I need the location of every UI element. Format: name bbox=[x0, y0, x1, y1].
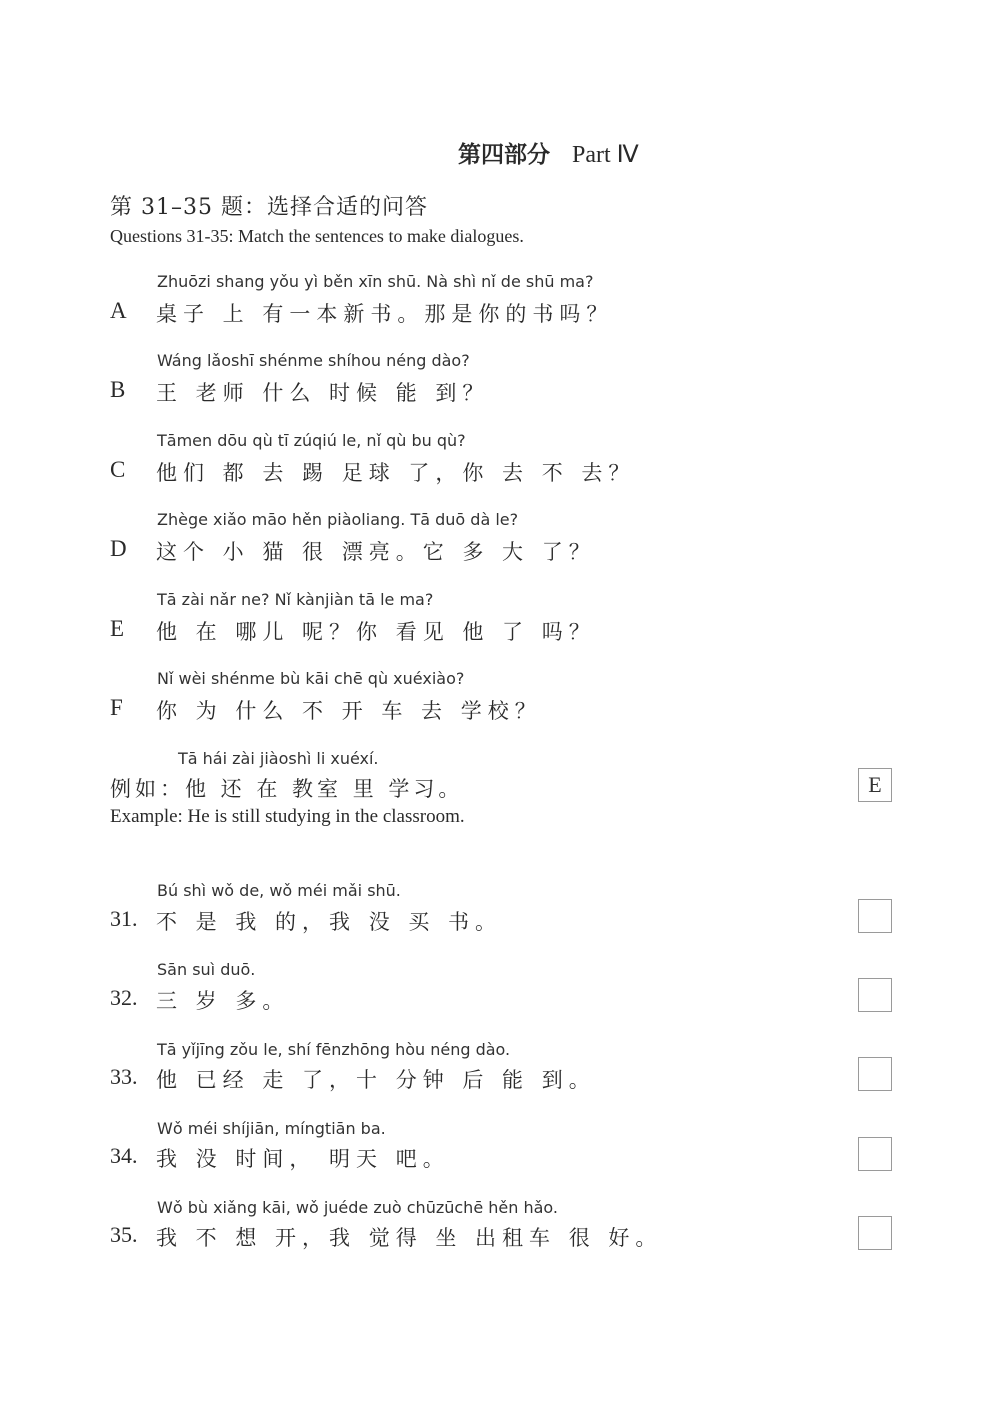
question-pinyin: Wǒ bù xiǎng kāi, wǒ juéde zuò chūzūchē hěn hǎo. bbox=[157, 1198, 558, 1217]
option-letter: D bbox=[110, 536, 127, 561]
option-pinyin: Tāmen dōu qù tī zúqiú le, nǐ qù bu qù? bbox=[157, 431, 466, 450]
answer-box[interactable] bbox=[858, 1137, 892, 1171]
question-pinyin: Tā yǐjīng zǒu le, shí fēnzhōng hòu néng dào. bbox=[157, 1040, 511, 1059]
question-pinyin: Sān suì duō. bbox=[157, 960, 256, 979]
question-number: 35. bbox=[110, 1222, 138, 1247]
answer-box[interactable] bbox=[858, 1057, 892, 1091]
option-pinyin: Wáng lǎoshī shénme shíhou néng dào? bbox=[157, 351, 470, 370]
question-hanzi: 我 不 想 开，我 觉得 坐 出租车 很 好。 bbox=[156, 1226, 663, 1250]
option-hanzi: 他 在 哪儿 呢？你 看见 他 了 吗？ bbox=[156, 620, 596, 644]
part-title-zh: 第四部分 bbox=[458, 141, 550, 168]
option-letter: F bbox=[110, 695, 123, 720]
question-number: 33. bbox=[110, 1064, 138, 1089]
option-pinyin: Tā zài nǎr ne? Nǐ kànjiàn tā le ma? bbox=[157, 590, 434, 609]
answer-box[interactable] bbox=[858, 978, 892, 1012]
option-hanzi: 桌子 上 有一本新书。那是你的书吗？ bbox=[156, 302, 614, 326]
question-hanzi: 三 岁 多。 bbox=[156, 989, 290, 1013]
option-hanzi: 王 老师 什么 时候 能 到？ bbox=[156, 381, 490, 405]
option-hanzi: 他们 都 去 踢 足球 了，你 去 不 去？ bbox=[156, 461, 636, 485]
question-pinyin: Wǒ méi shíjiān, míngtiān ba. bbox=[157, 1119, 386, 1138]
option-letter: C bbox=[110, 457, 126, 482]
example-en: Example: He is still studying in the classroom. bbox=[110, 806, 465, 827]
question-number: 32. bbox=[110, 985, 138, 1010]
option-hanzi: 你 为 什么 不 开 车 去 学校？ bbox=[156, 699, 542, 723]
answer-box[interactable] bbox=[858, 1216, 892, 1250]
question-hanzi: 他 已经 走 了，十 分钟 后 能 到。 bbox=[156, 1068, 596, 1092]
question-pinyin: Bú shì wǒ de, wǒ méi mǎi shū. bbox=[157, 881, 401, 900]
question-number: 34. bbox=[110, 1143, 138, 1168]
example-answer-box: E bbox=[858, 768, 892, 802]
part-title bbox=[458, 136, 639, 169]
option-letter: E bbox=[110, 616, 125, 641]
option-letter: A bbox=[110, 298, 127, 323]
answer-box[interactable] bbox=[858, 899, 892, 933]
option-letter: B bbox=[110, 377, 126, 402]
option-pinyin: Zhuōzi shang yǒu yì běn xīn shū. Nà shì nǐ de shū ma? bbox=[157, 272, 594, 291]
option-pinyin: Nǐ wèi shénme bù kāi chē qù xuéxiào? bbox=[157, 669, 465, 688]
example-hanzi: 例如：他 还 在 教室 里 学习。 bbox=[110, 777, 464, 801]
question-hanzi: 不 是 我 的，我 没 买 书。 bbox=[156, 910, 503, 934]
example-pinyin: Tā hái zài jiàoshì li xuéxí. bbox=[178, 749, 379, 768]
part-title-en: Part Ⅳ bbox=[572, 142, 639, 168]
instructions-en: Questions 31-35: Match the sentences to make dialogues. bbox=[110, 226, 524, 246]
option-pinyin: Zhège xiǎo māo hěn piàoliang. Tā duō dà le? bbox=[157, 510, 519, 529]
instructions-zh: 第 31–35 题：选择合适的问答 bbox=[110, 195, 428, 220]
question-number: 31. bbox=[110, 906, 138, 931]
question-hanzi: 我 没 时间， 明天 吧。 bbox=[156, 1147, 450, 1171]
option-hanzi: 这个 小 猫 很 漂亮。它 多 大 了？ bbox=[156, 540, 596, 564]
